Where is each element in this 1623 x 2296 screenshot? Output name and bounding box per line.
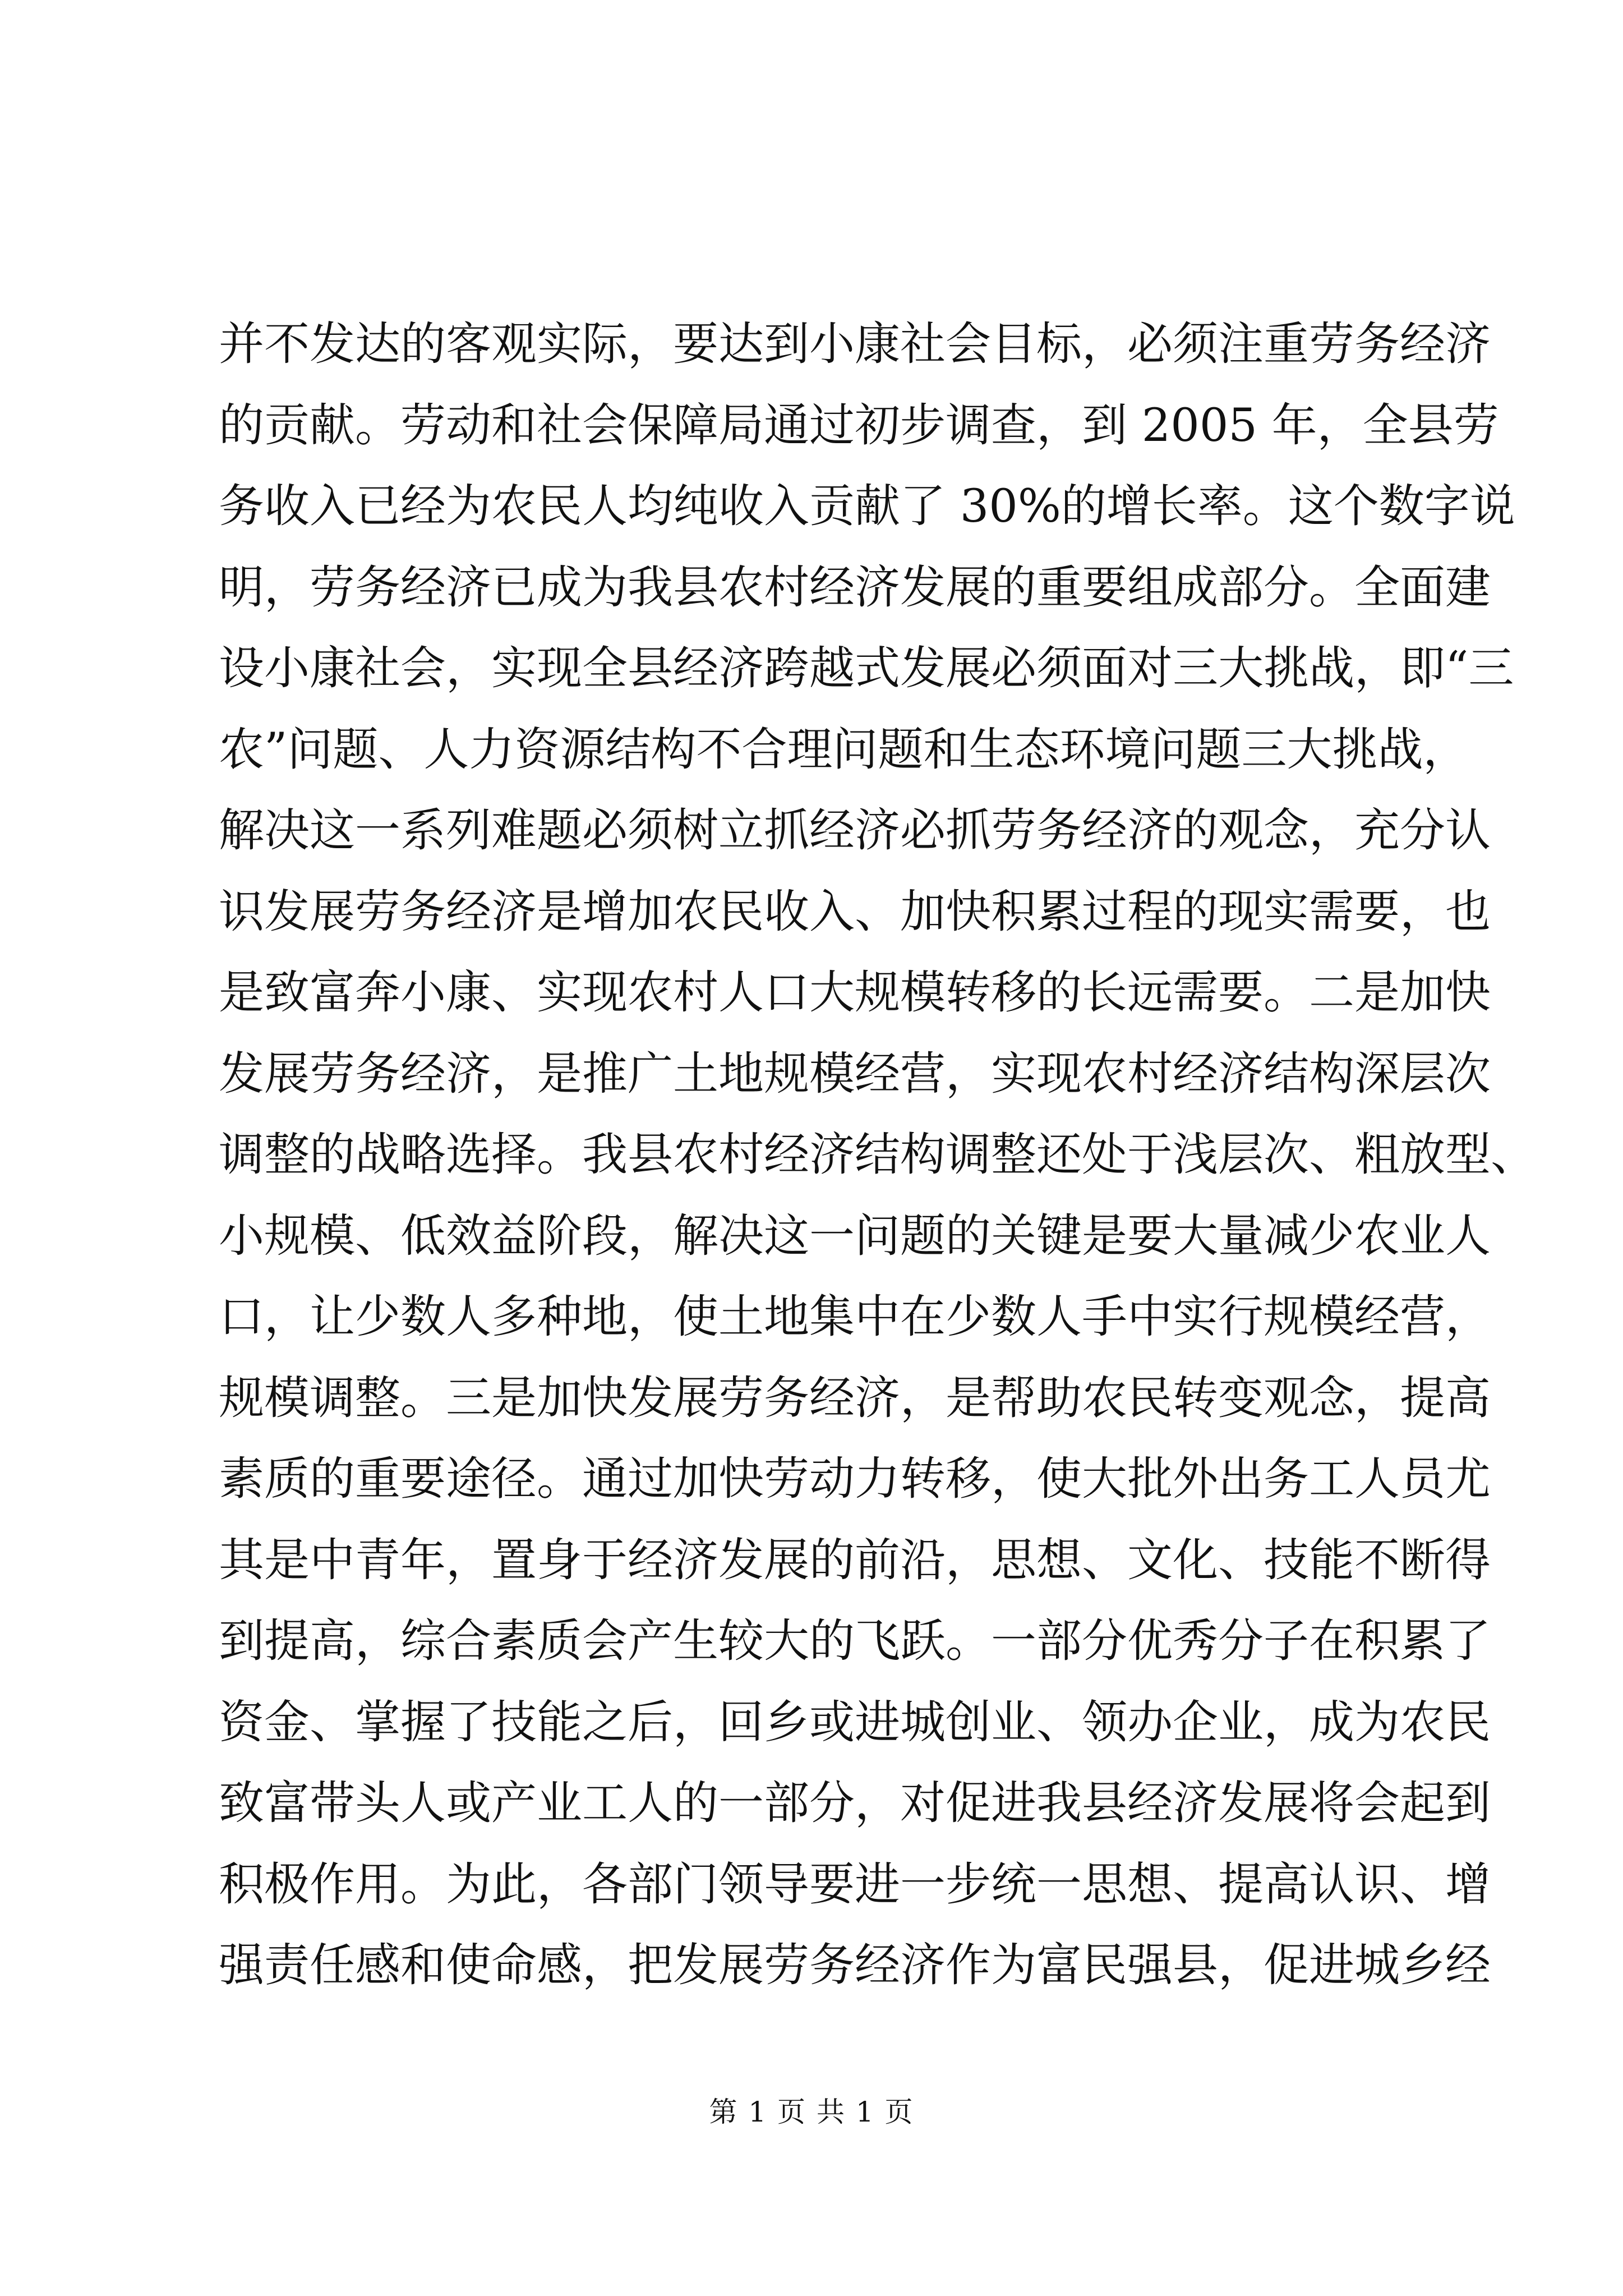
text-line: 明，劳务经济已成为我县农村经济发展的重要组成部分。全面建 (219, 561, 1491, 614)
text-line: 口，让少数人多种地，使土地集中在少数人手中实行规模经营， (219, 1291, 1491, 1343)
text-line: 农”问题、人力资源结构不合理问题和生态环境问题三大挑战， (219, 723, 1469, 776)
body-text (219, 304, 1537, 2007)
text-line: 资金、掌握了技能之后，回乡或进城创业、领办企业，成为农民 (219, 1696, 1491, 1749)
text-line: 其是中青年，置身于经济发展的前沿，思想、文化、技能不断得 (219, 1534, 1491, 1587)
text-line: 小规模、低效益阶段，解决这一问题的关键是要大量减少农业人 (219, 1209, 1491, 1263)
text-line: 是致富奔小康、实现农村人口大规模转移的长远需要。二是加快 (219, 967, 1491, 1019)
text-line: 调整的战略选择。我县农村经济结构调整还处于浅层次、粗放型、 (219, 1129, 1537, 1181)
text-line: 到提高，综合素质会产生较大的飞跃。一部分优秀分子在积累了 (219, 1615, 1491, 1668)
text-line: 识发展劳务经济是增加农民收入、加快积累过程的现实需要，也 (219, 885, 1491, 938)
text-line: 强责任感和使命感，把发展劳务经济作为富民强县，促进城乡经 (219, 1939, 1491, 1992)
text-line: 的贡献。劳动和社会保障局通过初步调查，到 2005 年，全县劳 (219, 399, 1499, 452)
text-line: 设小康社会，实现全县经济跨越式发展必须面对三大挑战，即“三 (219, 642, 1514, 695)
text-line: 解决这一系列难题必须树立抓经济必抓劳务经济的观念，充分认 (219, 804, 1491, 857)
text-line: 积极作用。为此，各部门领导要进一步统一思想、提高认识、增 (219, 1858, 1491, 1911)
page-footer: 第 1 页 共 1 页 (709, 2096, 914, 2128)
text-line: 致富带头人或产业工人的一部分，对促进我县经济发展将会起到 (219, 1777, 1491, 1830)
text-line: 发展劳务经济，是推广土地规模经营，实现农村经济结构深层次 (219, 1047, 1491, 1101)
text-line: 并不发达的客观实际，要达到小康社会目标，必须注重劳务经济 (219, 318, 1491, 371)
text-line: 务收入已经为农民人均纯收入贡献了 30%的增长率。这个数字说 (219, 480, 1515, 533)
text-line: 规模调整。三是加快发展劳务经济，是帮助农民转变观念，提高 (219, 1372, 1491, 1425)
text-line: 素质的重要途径。通过加快劳动力转移，使大批外出务工人员尤 (219, 1453, 1491, 1506)
